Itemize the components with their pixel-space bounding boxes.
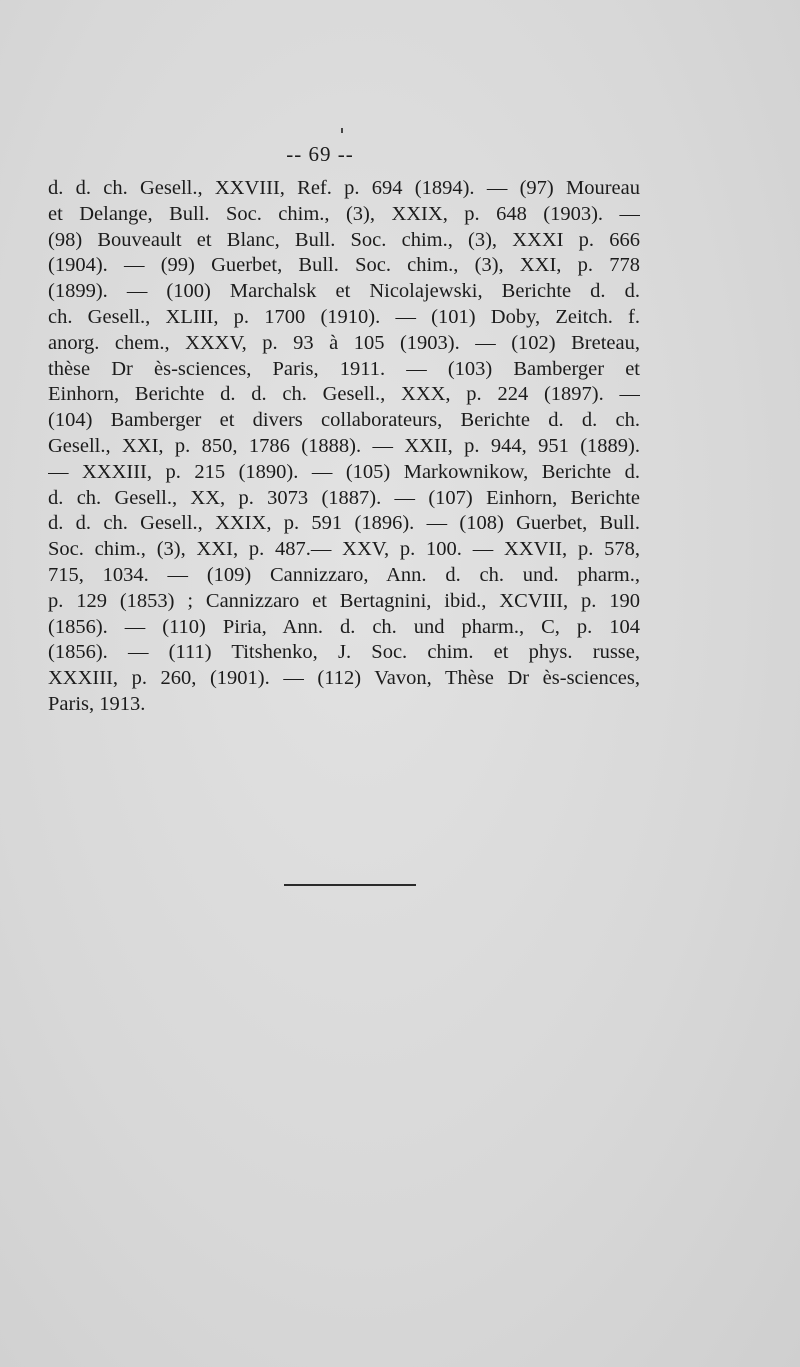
text-line: (104) Bamberger et divers collaborateurs, Berichte d. d. ch.: [48, 409, 640, 432]
text-line: — XXXIII, p. 215 (1890). — (105) Markownikow, Berichte d.: [48, 460, 640, 483]
text-line: d. ch. Gesell., XX, p. 3073 (1887). — (107) Einhorn, Berichte: [48, 486, 640, 509]
text-line: d. d. ch. Gesell., XXIX, p. 591 (1896). — (108) Guerbet, Bull.: [48, 512, 640, 535]
text-line: 715, 1034. — (109) Cannizzaro, Ann. d. ch. und. pharm.,: [48, 563, 640, 586]
bibliography-text: [48, 176, 640, 718]
text-line: et Delange, Bull. Soc. chim., (3), XXIX, p. 648 (1903). —: [48, 202, 640, 225]
text-line: p. 129 (1853) ; Cannizzaro et Bertagnini, ibid., XCVIII, p. 190: [48, 589, 640, 612]
text-line: Einhorn, Berichte d. d. ch. Gesell., XXX, p. 224 (1897). —: [48, 383, 640, 406]
text-line: XXXIII, p. 260, (1901). — (112) Vavon, Thèse Dr ès-sciences,: [48, 667, 640, 690]
text-line: Gesell., XXI, p. 850, 1786 (1888). — XXII, p. 944, 951 (1889).: [48, 434, 640, 457]
ink-speck: [341, 128, 343, 133]
text-line: (98) Bouveault et Blanc, Bull. Soc. chim., (3), XXXI p. 666: [48, 228, 640, 251]
text-line: ch. Gesell., XLIII, p. 1700 (1910). — (101) Doby, Zeitch. f.: [48, 305, 640, 328]
section-divider: [284, 884, 416, 886]
text-line: (1904). — (99) Guerbet, Bull. Soc. chim., (3), XXI, p. 778: [48, 254, 640, 277]
text-line: (1899). — (100) Marchalsk et Nicolajewski, Berichte d. d.: [48, 280, 640, 303]
text-line: Paris, 1913.: [48, 692, 146, 715]
text-line: Soc. chim., (3), XXI, p. 487.— XXV, p. 100. — XXVII, p. 578,: [48, 538, 640, 561]
text-line: d. d. ch. Gesell., XXVIII, Ref. p. 694 (1894). — (97) Moureau: [48, 177, 640, 199]
page-number: -- 69 --: [286, 142, 354, 166]
text-line: anorg. chem., XXXV, p. 93 à 105 (1903). — (102) Breteau,: [48, 331, 640, 354]
text-line: thèse Dr ès-sciences, Paris, 1911. — (103) Bamberger et: [48, 357, 640, 380]
text-line: (1856). — (110) Piria, Ann. d. ch. und pharm., C, p. 104: [48, 615, 640, 638]
text-line: (1856). — (111) Titshenko, J. Soc. chim. et phys. russe,: [48, 641, 640, 664]
